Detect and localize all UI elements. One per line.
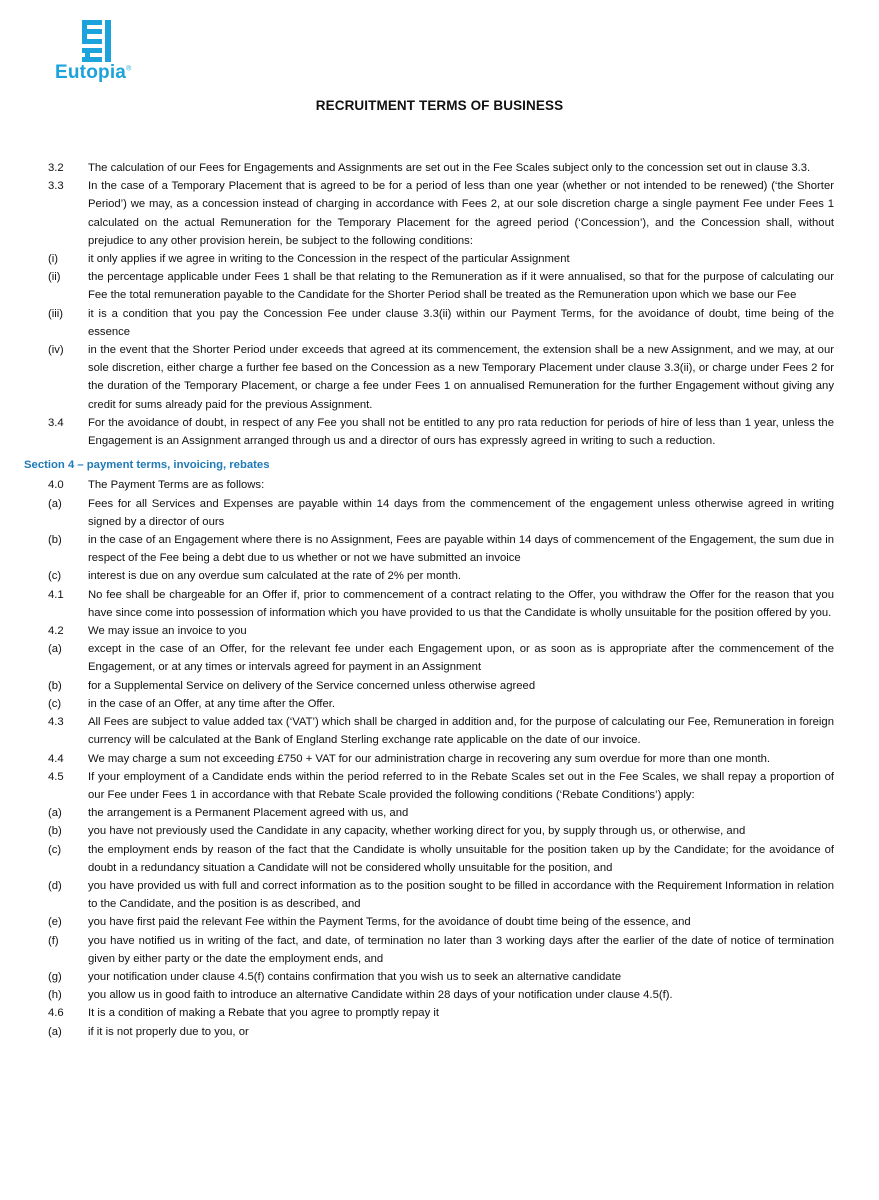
clause-text: you have notified us in writing of the fact, and date, of termination no later than 3 working days after the earlier of the date of notice of termination given by either party or the date the employment ends, and [88, 934, 834, 965]
clauses-3 [24, 159, 834, 450]
clause-number: (c) [48, 697, 62, 710]
clause-text: in the case of an Engagement where there is no Assignment, Fees are payable within 14 days of commencement of the Engagement, the sum due in respect of the Fee being a debt due to us whether or not we have submitted an invoice [88, 534, 834, 565]
clause-row [24, 750, 834, 768]
clause-number: (e) [48, 916, 62, 929]
clause-number: (b) [48, 534, 62, 547]
clause-number: (h) [48, 989, 62, 1002]
clause-text: We may issue an invoice to you [88, 625, 247, 638]
clause-number: (b) [48, 679, 62, 692]
clause-text: In the case of a Temporary Placement that is agreed to be for a period of less than one year (whether or not intended to be renewed) (‘the Shorter Period’) we may, as a concession instead of charging in accordance with Fees 2, at our sole discretion charge a single payment Fee under Fees 1 calculated on the actual Remuneration for the Temporary Placement for the agreed period (‘Concession’), and the Concession shall, without prejudice to any other provision herein, be subject to the following conditions: [88, 180, 834, 247]
clause-number: (a) [48, 807, 62, 820]
clause-row [24, 622, 834, 640]
clause-row [24, 305, 834, 341]
clause-row [24, 695, 834, 713]
clause-text: the percentage applicable under Fees 1 shall be that relating to the Remuneration as if it were annualised, so that for the purpose of calculating our Fee the total remuneration payable to the Candidate for the Shorter Period shall be treated as the Remuneration upon which we base our Fee [88, 271, 834, 302]
clause-row [24, 713, 834, 749]
clause-text: It is a condition of making a Rebate that you agree to promptly repay it [88, 1007, 440, 1020]
clause-number: 4.1 [48, 588, 64, 601]
clause-text: your notification under clause 4.5(f) contains confirmation that you wish us to seek an alternative candidate [88, 970, 622, 983]
clause-number: (a) [48, 643, 62, 656]
clause-row [24, 1004, 834, 1022]
clause-row [24, 414, 834, 450]
clause-number: 4.4 [48, 752, 64, 765]
clause-number: (d) [48, 879, 62, 892]
clause-row [24, 768, 834, 804]
clause-row [24, 250, 834, 268]
clause-number: (c) [48, 843, 62, 856]
clause-row [24, 986, 834, 1004]
clause-number: 4.0 [48, 479, 64, 492]
clause-text: in the event that the Shorter Period under exceeds that agreed at its commencement, the extension shall be a new Assignment, and we may, at our sole discretion, either charge a further fee based on the Concession as a new Temporary Placement under clause 3.3(ii), or charge under Fees 2 for the duration of the Temporary Placement, or charge a fee under Fees 1 on annualised Remuneration for the further Engagement without giving any credit for sums already paid for the previous Assignment. [88, 344, 834, 411]
clause-row [24, 968, 834, 986]
clause-text: The Payment Terms are as follows: [88, 479, 265, 492]
clause-row [24, 640, 834, 676]
clause-row [24, 1023, 834, 1041]
clause-row [24, 804, 834, 822]
clause-text: in the case of an Offer, at any time after the Offer. [88, 697, 335, 710]
logo-mark-icon [82, 20, 111, 62]
clause-text: it is a condition that you pay the Concession Fee under clause 3.3(ii) within our Payment Terms, for the avoidance of doubt, time being of the essence [88, 307, 834, 338]
clause-row [24, 586, 834, 622]
clause-number: (i) [48, 253, 59, 266]
clause-text: you have not previously used the Candidate in any capacity, whether working direct for you, by supply through us, or otherwise, and [88, 825, 746, 838]
clause-row [24, 159, 834, 177]
clause-number: 4.6 [48, 1007, 64, 1020]
clause-text: if it is not properly due to you, or [88, 1025, 249, 1038]
clause-number: (a) [48, 497, 62, 510]
clause-row [24, 476, 834, 494]
clauses-4 [24, 476, 834, 1040]
clause-row [24, 841, 834, 877]
clause-number: (g) [48, 970, 62, 983]
clause-text: you have first paid the relevant Fee within the Payment Terms, for the avoidance of doubt time being of the essence, and [88, 916, 691, 929]
clause-text: you have provided us with full and correct information as to the position sought to be filled in accordance with the Requirement Information in relation to the Candidate, and the position is as described, and [88, 879, 834, 911]
clause-number: (f) [48, 934, 59, 947]
clause-text: for a Supplemental Service on delivery of the Service concerned unless otherwise agreed [88, 679, 536, 692]
clause-row [24, 822, 834, 840]
clause-number: (ii) [48, 271, 61, 284]
clause-text: interest is due on any overdue sum calculated at the rate of 2% per month. [88, 570, 462, 583]
clause-text: the arrangement is a Permanent Placement agreed with us, and [88, 807, 409, 820]
clause-text: the employment ends by reason of the fact that the Candidate is wholly unsuitable for the position taken up by the Candidate; for the avoidance of doubt in a redundancy situation a Candidate will not be considered wholly unsuitable for the position, and [88, 843, 834, 874]
clause-text: We may charge a sum not exceeding £750 + VAT for our administration charge in recovering any sum overdue for more than one month. [88, 752, 771, 765]
clause-number: 4.5 [48, 770, 64, 783]
section-heading: Section 4 – payment terms, invoicing, rebates [24, 459, 270, 472]
clause-number: 4.3 [48, 716, 64, 729]
clause-row [24, 932, 834, 968]
clause-row [24, 341, 834, 414]
clause-text: except in the case of an Offer, for the relevant fee under each Engagement upon, or as soon as is appropriate after the commencement of the Engagement, or at any times or intervals agreed for payment in an Assignment [88, 643, 834, 674]
clause-text: If your employment of a Candidate ends within the period referred to in the Rebate Scales set out in the Fee Scales, we shall repay a proportion of our Fee under Fees 1 in accordance with that Rebate Scale provided the following conditions (‘Rebate Conditions’) apply: [88, 770, 834, 801]
clause-number: 3.3 [48, 180, 64, 193]
clause-number: 3.4 [48, 416, 64, 429]
logo-wordmark: Eutopia® [55, 62, 132, 83]
clause-number: (b) [48, 825, 62, 838]
clause-row [24, 268, 834, 304]
clause-text: it only applies if we agree in writing to the Concession in the respect of the particular Assignment [88, 253, 570, 266]
clause-text: No fee shall be chargeable for an Offer if, prior to commencement of a contract relating to the Offer, you withdraw the Offer for the reason that you have since come into possession of information which you have provided to us that the Candidate is wholly unsuitable for the position offered by you. [88, 588, 834, 619]
clause-text: The calculation of our Fees for Engagements and Assignments are set out in the Fee Scales subject only to the concession set out in clause 3.3. [88, 162, 811, 174]
terms-body [24, 159, 834, 1041]
clause-text: For the avoidance of doubt, in respect of any Fee you shall not be entitled to any pro rata reduction for periods of hire of less than 1 year, unless the Engagement is an Assignment arranged through us and a director of ours has expressly agreed in writing to such a reduction. [88, 416, 834, 448]
clause-number: (c) [48, 570, 62, 583]
clause-text: you allow us in good faith to introduce an alternative Candidate within 28 days of your notification under clause 4.5(f). [88, 989, 673, 1002]
clause-number: (iii) [48, 307, 64, 320]
clause-row [24, 495, 834, 531]
clause-number: 3.2 [48, 162, 64, 174]
clause-row [24, 531, 834, 567]
clause-number: (iv) [48, 344, 64, 357]
clause-row [24, 177, 834, 250]
clause-row [24, 913, 834, 931]
clause-text: Fees for all Services and Expenses are payable within 14 days from the commencement of the engagement unless otherwise agreed in writing signed by a director of ours [88, 497, 834, 528]
clause-row [24, 677, 834, 695]
clause-row [24, 877, 834, 913]
clause-number: 4.2 [48, 625, 64, 638]
page-title: RECRUITMENT TERMS OF BUSINESS [315, 98, 564, 113]
clause-number: (a) [48, 1025, 62, 1038]
clause-row [24, 567, 834, 585]
clause-text: All Fees are subject to value added tax (‘VAT’) which shall be charged in addition and, for the purpose of calculating our Fee, Remuneration in foreign currency will be calculated at the Bank of England Sterling exchange rate applicable on the date of our invoice. [88, 716, 834, 747]
